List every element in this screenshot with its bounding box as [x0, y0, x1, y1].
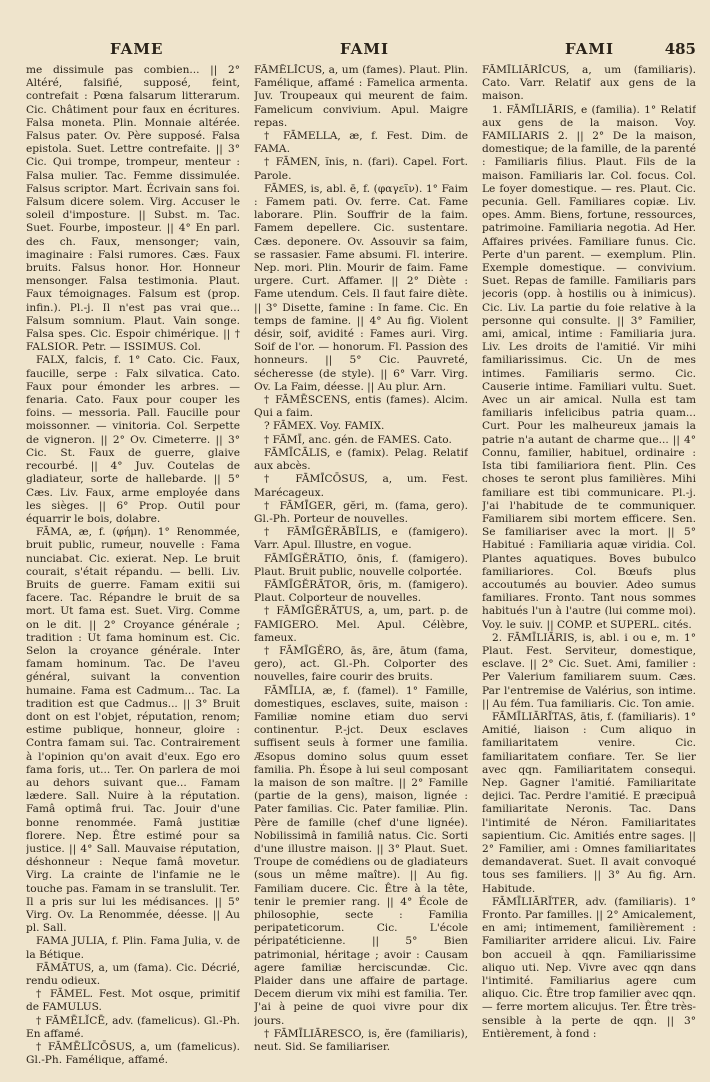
dictionary-entry: FĀMĒLĬCUS, a, um (fames). Plaut. Plin. Famélique, affamé : Famelica armenta. Juv. Troupeaux qui meurent de faim. Famelicum convivium. Apul. Maigre repas.: [254, 64, 468, 129]
dictionary-entry: FĀMES, is, abl. ē, f. (φαγεῖν). 1° Faim : Famem pati. Ov. ferre. Cat. Fame laborare. Plin. Souffrir de la faim. Famem depellere. Cic. sustentare. Cæs. deponere. Ov. Assouvir sa faim, se rassasier. Fame absumi. Fl. interire. Nep. mori. Plin. Mourir de faim. Fame urgere. Curt. Affamer. || 2° Diète : Fame utendum. Cels. Il faut faire diète. || 3° Disette, famine : In fame. Cic. En temps de famine. || 4° Au fig. Violent désir, soif, avidité : Fames auri. Virg. Soif de l'or. — honorum. Fl. Passion des honneurs. || 5° Cic. Pauvreté, sécheresse (de style). || 6° Varr. Virg. Ov. La Faim, déesse. || Au plur. Arn.: [254, 182, 468, 393]
running-head-center: FAMI: [340, 40, 390, 58]
dictionary-entry: † FĀMEL. Fest. Mot osque, primitif de FAMULUS.: [26, 988, 240, 1014]
dictionary-entry: FĀMĪCĀLIS, e (famix). Pelag. Relatif aux abcès.: [254, 446, 468, 473]
dictionary-entry: † FĀMEN, ĭnis, n. (fari). Capel. Fort. Parole.: [254, 156, 468, 182]
dictionary-entry: FĀMĪLIĀRĬTAS, ātis, f. (familiaris). 1° Amitié, liaison : Cum aliquo in familiaritatem venire. Cic. familiaritatem confiare. Ter. Se lier avec qqn. Familiaritatem consequi. Nep. Gagner l'amitié. Familiaritate dejici. Tac. Perdre l'amitié. E præcipuâ familiaritate Neronis. Tac. Dans l'intimité de Néron. Familiaritates sapientium. Cic. Amitiés entre sages. || 2° Familier, ami : Omnes familiaritates demandaverat. Suet. Il avait convoqué tous ses familiers. || 3° Au fig. Arn. Habitude.: [482, 710, 696, 895]
column-right: [482, 64, 696, 1072]
dictionary-entry: FĀMA, æ, f. (φήμη). 1° Renommée, bruit public, rumeur, nouvelle : Fama nunciabat. Cic. exierat. Nep. Le bruit courait, s'était répandu. — belli. Liv. Bruits de guerre. Famam exitii sui facere. Tac. Répandre le bruit de sa mort. Ut fama est. Suet. Virg. Comme on le dit. || 2° Croyance générale ; tradition : Ut fama hominum est. Cic. Selon la croyance générale. Inter famam hominum. Tac. De l'aveu général, suivant la convention humaine. Fama est Cadmum... Tac. La tradition est que Cadmus... || 3° Bruit dont on est l'objet, réputation, renom; estime publique, honneur, gloire : Contra famam sui. Tac. Contrairement à l'opinion qu'on avait d'eux. Ego ero fama foris, ut... Ter. On parlera de moi au dehors suivant que... Famam lædere. Sall. Nuire à la réputation. Famâ optimâ frui. Tac. Jouir d'une bonne renommée. Famâ justitiæ florere. Nep. Être estimé pour sa justice. || 4° Sall. Mauvaise réputation, déshonneur : Neque famâ movetur. Virg. La crainte de l'infamie ne le touche pas. Famam in se translulit. Ter. Il a pris sur lui les médisances. || 5° Virg. Ov. La Renommée, déesse. || Au pl. Sall.: [26, 526, 240, 935]
dictionary-entry: 2. FĀMĪLIĀRIS, is, abl. i ou e, m. 1° Plaut. Fest. Serviteur, domestique, esclave. || 2° Cic. Suet. Ami, familier : Per Valerium familiarem suum. Cæs. Par l'entremise de Valérius, son intime. || Au fém. Tua familiaris. Cic. Ton amie.: [482, 631, 696, 710]
page-number: 485: [664, 40, 696, 58]
dictionary-entry: FĀMĪGĔRĀTIO, ōnis, f. (famigero). Plaut. Bruit public, nouvelle colportée.: [254, 552, 468, 578]
running-head-right: FAMI: [565, 40, 615, 58]
dictionary-entry: FALX, falcis, f. 1° Cato. Cic. Faux, faucille, serpe : Falx silvatica. Cato. Faux pour émonder les arbres. — fenaria. Cato. Faux pour couper les foins. — messoria. Pall. Faucille pour moissonner. — vinitoria. Col. Serpette de vigneron. || 2° Ov. Cimeterre. || 3° Cic. St. Faux de guerre, glaive recourbé. || 4° Juv. Coutelas de gladiateur, sorte de hallebarde. || 5° Cæs. Liv. Faux, arme employée dans les sièges. || 6° Prop. Outil pour équarrir le bois, dolabre.: [26, 354, 240, 525]
text-columns: [26, 64, 696, 1072]
dictionary-entry: FAMA JULIA, f. Plin. Fama Julia, v. de la Bétique.: [26, 935, 240, 961]
dictionary-entry: ? FĀMEX. Voy. FAMIX.: [264, 420, 385, 433]
dictionary-entry: 1. FĀMĪLIĀRIS, e (familia). 1° Relatif aux gens de la maison. Voy. FAMILIARIS 2. || 2° De la maison, domestique; de la famille, de la parenté : Familiaris filius. Plaut. Fils de la maison. Familiaris lar. Col. focus. Col. Le foyer domestique. — res. Plaut. Cic. pecunia. Gell. Familiares copiæ. Liv. opes. Amm. Biens, fortune, ressources, patrimoine. Familiaria negotia. Ad Her. Affaires privées. Familiare funus. Cic. Perte d'un parent. — exemplum. Plin. Exemple domestique. — convivium. Suet. Repas de famille. Familiaris pars jecoris (opp. à hostilis ou à inimicus). Cic. Liv. La partie du foie relative à la personne qui consulte. || 3° Familier, ami, amical, intime : Familiaria jura. Liv. Les droits de l'amitié. Vir mihi familiarissimus. Cic. Un de mes intimes. Familiaris sermo. Cic. Causerie intime. Familiari vultu. Suet. Avec un air amical. Nulla est tam familiaris infelicibus patria quam... Curt. Pour les malheureux jamais la patrie n'a autant de charme que... || 4° Connu, familier, habituel, ordinaire : Ista tibi familiariora fient. Plin. Ces choses te seront plus familières. Mihi familiare est tibi communicare. Pl.-j. J'ai l'habitude de te communiquer. Familiarem sibi mortem efficere. Sen. Se familiariser avec la mort. || 5° Habitué : Familiaria aquæ viridia. Col. Plantes aquatiques. Boves bubulco familiariores. Col. Bœufs plus accoutumés au bouvier. Adeo sumus familiares. Fronto. Tant nous sommes habitués l'un à l'autre (lui comme moi). Voy. le suiv. || COMP. et SUPERL. cités.: [482, 103, 696, 631]
column-middle: [254, 64, 468, 1072]
dictionary-entry: † FĀMĪGĔRO, ās, āre, ātum (fama, gero), act. Gl.-Ph. Colporter des nouvelles, faire courir des bruits.: [254, 644, 468, 684]
dictionary-entry: me dissimule pas combien... || 2° Altéré, falsifié, supposé, feint, contrefait : Pœna falsarum litterarum. Cic. Châtiment pour faux en écritures. Falsa moneta. Plin. Monnaie altérée. Falsus pater. Ov. Père supposé. Falsa epistola. Suet. Lettre contrefaite. || 3° Cic. Qui trompe, trompeur, menteur : Falsa mulier. Tac. Femme dissimulée. Falsus scriptor. Mart. Écrivain sans foi. Falsum dicere solem. Virg. Accuser le soleil d'imposture. || Subst. m. Tac. Suet. Fourbe, imposteur. || 4° En parl. des ch. Faux, mensonger; vain, imaginaire : Falsi rumores. Cæs. Faux bruits. Falsus honor. Hor. Honneur mensonger. Falsa testimonia. Plaut. Faux témoignages. Falsum est (prop. infin.). Pl.-j. Il n'est pas vrai que... Falsum somnium. Plaut. Vain songe. Falsa spes. Cic. Espoir chimérique. || † FALSIOR. Petr. — ISSIMUS. Col.: [26, 64, 240, 354]
dictionary-entry: † FĀMĪLIĀRESCO, is, ĕre (familiaris), neut. Sid. Se familiariser.: [254, 1027, 468, 1054]
dictionary-entry: FĀMĀTUS, a, um (fama). Cic. Décrié, rendu odieux.: [26, 961, 240, 988]
dictionary-entry: † FĀMELLA, æ, f. Fest. Dim. de FAMA.: [254, 130, 468, 156]
dictionary-entry: † FĀMĒLĬCŌSUS, a, um (famelicus). Gl.-Ph. Famélique, affamé.: [26, 1041, 240, 1067]
dictionary-entry: FĀMĪLIĀRĬCUS, a, um (familiaris). Cato. Varr. Relatif aux gens de la maison.: [482, 64, 696, 103]
dictionary-entry: † FĀMĪGER, gĕri, m. (fama, gero). Gl.-Ph. Porteur de nouvelles.: [254, 499, 468, 525]
column-left: [26, 64, 240, 1072]
dictionary-entry: † FĀMĒSCENS, entis (fames). Alcim. Qui a faim.: [254, 394, 468, 420]
running-head-left: FAME: [110, 40, 164, 58]
dictionary-entry: FĀMĪLIA, æ, f. (famel). 1° Famille, domestiques, esclaves, suite, maison : Familiæ nomine etiam duo servi continentur. P.-jct. Deux esclaves suffisent seuls à former une familia. Æsopus domino solus quum esset familia. Ph. Ésope à lui seul composant la maison de son maître. || 2° Famille (partie de la gens), maison, lignée : Pater familias. Cic. Pater familiæ. Plin. Père de famille (chef d'une lignée). Nobilissimâ in familiâ natus. Cic. Sorti d'une illustre maison. || 3° Plaut. Suet. Troupe de comédiens ou de gladiateurs (sous un même maître). || Au fig. Familiam ducere. Cic. Être à la tête, tenir le premier rang. || 4° École de philosophie, secte : Familia peripateticorum. Cic. L'école péripatéticienne. || 5° Bien patrimonial, héritage ; avoir : Causam agere familiæ herciscundæ. Cic. Plaider dans une affaire de partage. Decem dierum vix mihi est familia. Ter. J'ai à peine de quoi vivre pour dix jours.: [254, 684, 468, 1027]
dictionary-entry: † FĀMĪGĔRĀBĬLIS, e (famigero). Varr. Apul. Illustre, en vogue.: [254, 526, 468, 552]
dictionary-entry: † FĀMĪGĔRĀTUS, a, um, part. p. de FAMIGERO. Mel. Apul. Célèbre, fameux.: [254, 605, 468, 644]
dictionary-entry: FĀMĪGĔRĀTOR, ōris, m. (famigero). Plaut. Colporteur de nouvelles.: [254, 578, 468, 605]
dictionary-entry: † FĀMĒLĬCĒ, adv. (famelicus). Gl.-Ph. En affamé.: [26, 1014, 240, 1040]
dictionary-entry: † FĀMĪ, anc. gén. de FAMES. Cato.: [264, 433, 452, 446]
dictionary-entry: FĀMĪLIĀRĬTER, adv. (familiaris). 1° Fronto. Par familles. || 2° Amicalement, en ami; intimement, familièrement : Familiariter arridere alicui. Liv. Faire bon accueil à qqn. Familiarissime aliquo uti. Nep. Vivre avec qqn dans l'intimité. Familiarius agere cum aliquo. Cic. Être trop familier avec qqn. — ferre mortem alicujus. Ter. Être très-sensible à la perte de qqn. || 3° Entièrement, à fond :: [482, 895, 696, 1040]
dictionary-entry: † FĀMĪCŌSUS, a, um. Fest. Marécageux.: [254, 473, 468, 499]
